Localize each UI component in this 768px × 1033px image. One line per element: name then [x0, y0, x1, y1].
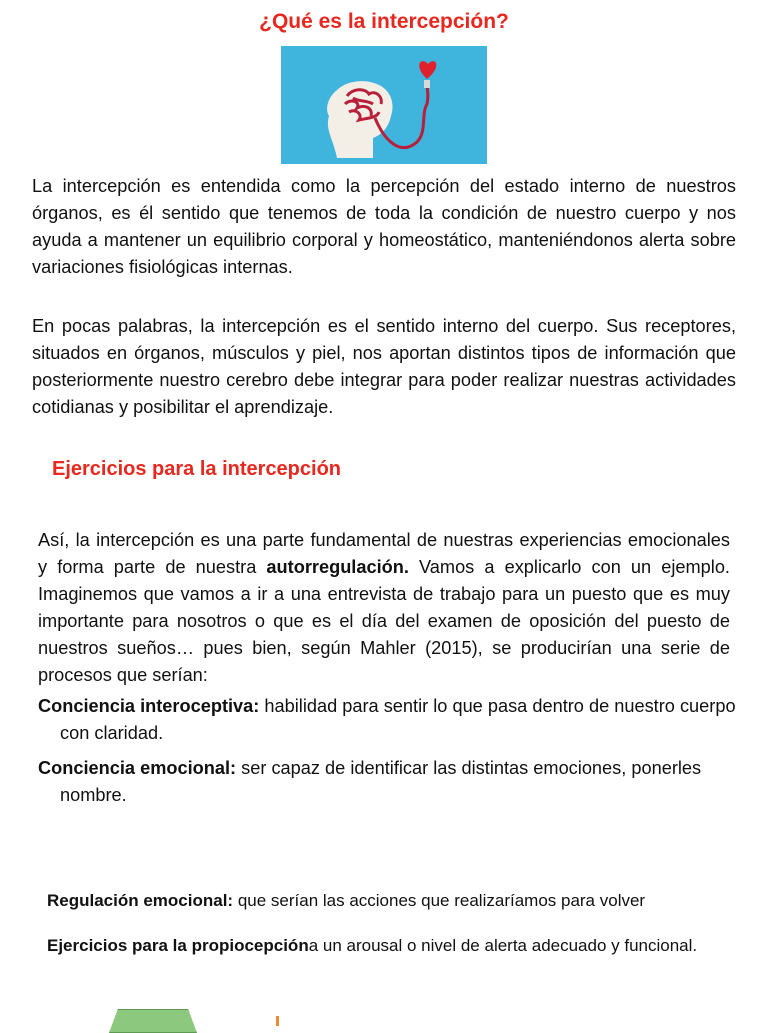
diagram-shape: [109, 1009, 197, 1033]
emphasis-text: autorregulación.: [266, 557, 409, 577]
list-item: [38, 693, 760, 747]
footer-text: a un arousal o nivel de alerta adecuado y funcional.: [308, 936, 698, 955]
page-title: ¿Qué es la intercepción?: [259, 10, 509, 33]
list-item: [38, 755, 760, 809]
item-text: ser capaz de identificar las distintas emociones, ponerles nombre.: [60, 758, 702, 805]
footer-line: [47, 934, 737, 957]
paragraph-text: Así, la intercepción es una parte fundamental de nuestras experiencias emocionales y forma parte de nuestra: [38, 530, 730, 577]
diagram-marker: [276, 1016, 279, 1026]
footer-line: [47, 889, 737, 912]
footer-text: que serían las acciones que realizaríamos para volver: [233, 891, 646, 910]
paragraph-definition: La intercepción es entendida como la percepción del estado interno de nuestros órganos, es él sentido que tenemos de toda la condición de nuestro cuerpo y nos ayuda a mantener un equilibrio corporal y homeostático, manteniéndonos alerta sobre variaciones fisiológicas internas.: [32, 176, 736, 277]
item-term: Conciencia interoceptiva:: [38, 696, 260, 716]
footer-term: Regulación emocional:: [47, 891, 234, 910]
brain-heart-image: [281, 46, 487, 164]
footer-term: Ejercicios para la propiocepción: [47, 936, 309, 955]
section-heading: Ejercicios para la intercepción: [52, 458, 342, 480]
paragraph-summary: En pocas palabras, la intercepción es el sentido interno del cuerpo. Sus receptores, situados en órganos, músculos y piel, nos aportan distintos tipos de información que posteriormente nuestro cerebro debe integrar para poder realizar nuestras actividades cotidianas y posibilitar el aprendizaje.: [32, 316, 736, 417]
paragraph-exercises: [38, 527, 730, 689]
paragraph-text: Vamos a explicarlo con un ejemplo. Imaginemos que vamos a ir a una entrevista de trabajo para un puesto que es muy importante para nosotros o que es el día del examen de oposición del puesto de nuestros sueños… pues bien, según Mahler (2015), se producirían una serie de procesos que serían:: [38, 557, 730, 685]
item-term: Conciencia emocional:: [38, 758, 237, 778]
item-text: habilidad para sentir lo que pasa dentro de nuestro cuerpo con claridad.: [60, 696, 736, 743]
